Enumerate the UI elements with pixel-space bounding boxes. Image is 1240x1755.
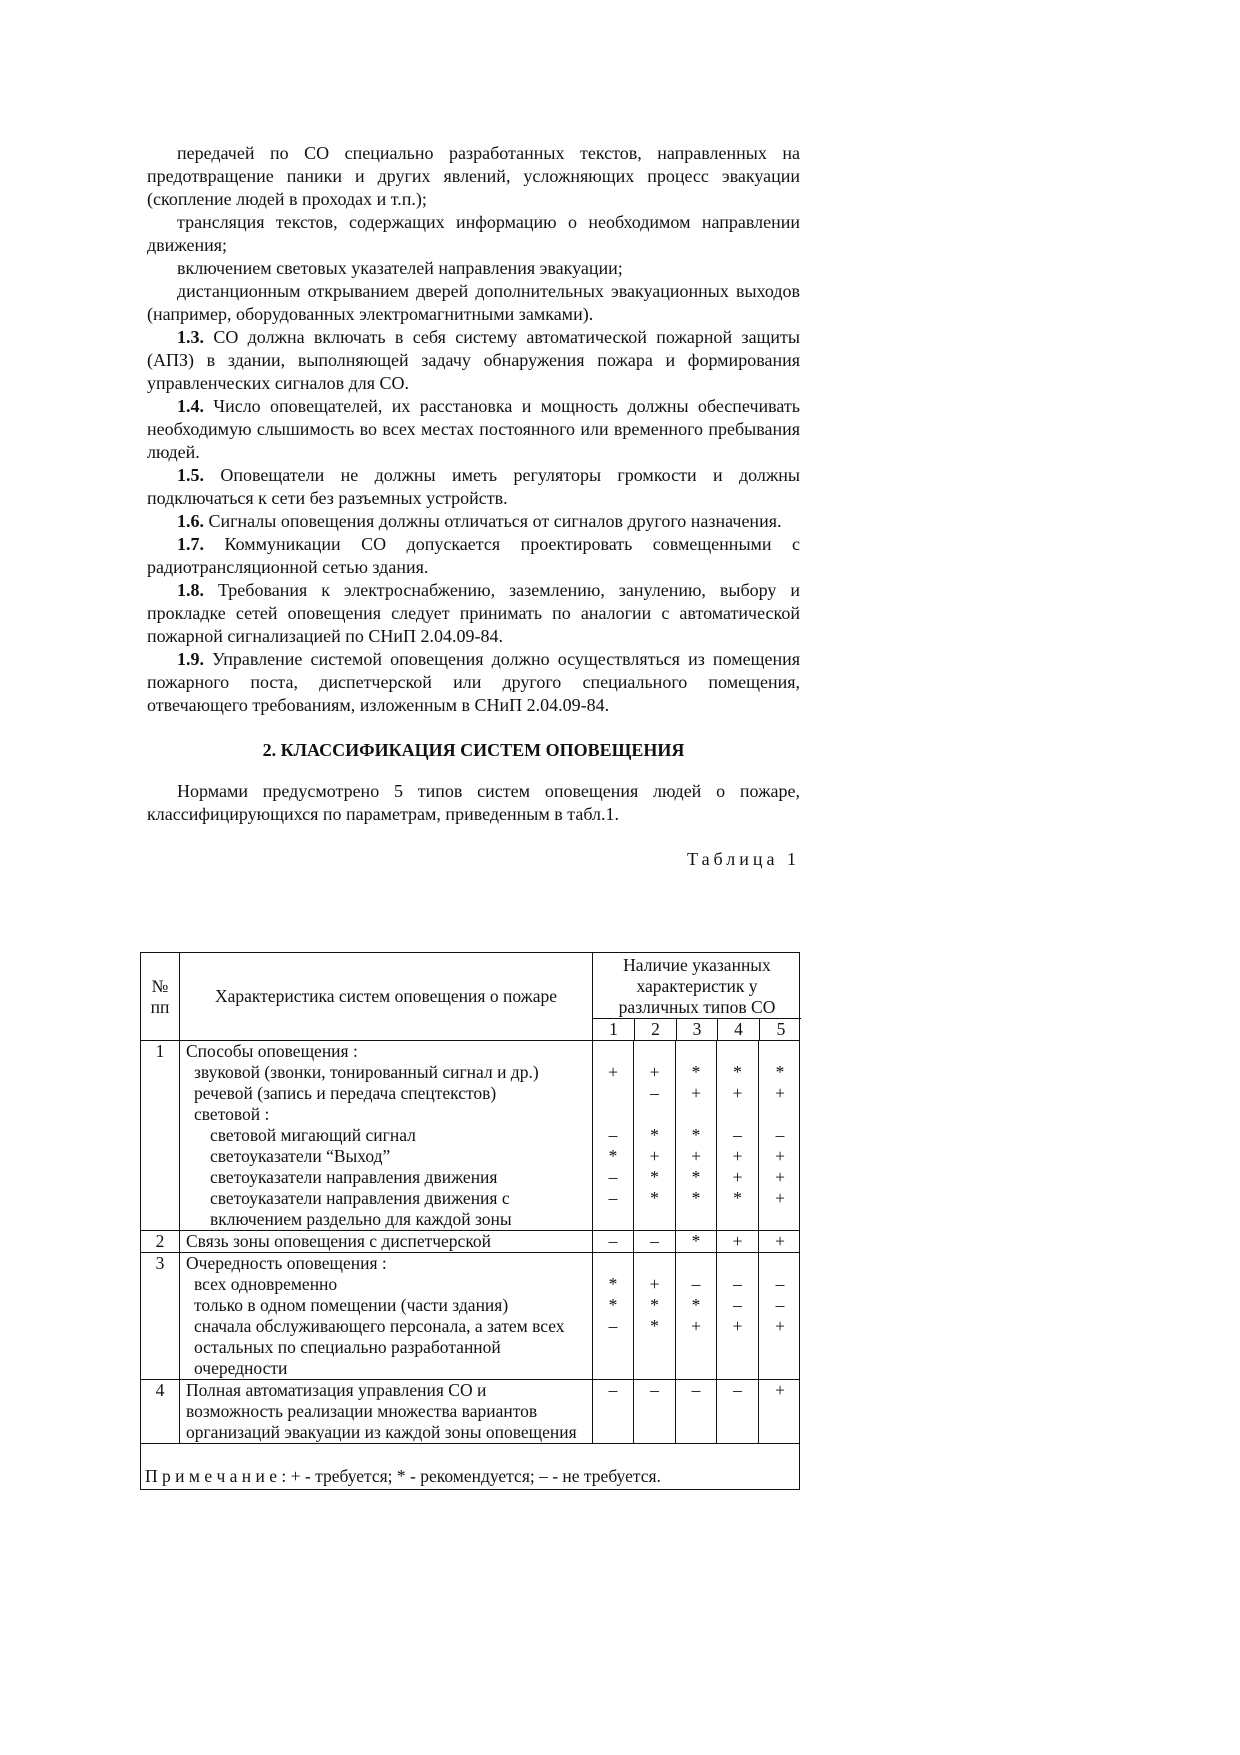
row-characteristic: светоуказатели “Выход” — [179, 1146, 592, 1167]
paragraph — [147, 257, 800, 280]
paragraph-text: СО должна включать в себя систему автоматической пожарной защиты (АПЗ) в здании, выполняющей задачу обнаружения пожара и формирования управленческих сигналов для СО. — [147, 327, 801, 393]
row-characteristic: световой мигающий сигнал — [179, 1125, 592, 1146]
clause-number: 1.9. — [177, 649, 204, 669]
table-header — [141, 953, 799, 1040]
requirement-mark: * — [758, 1062, 801, 1083]
requirement-mark: + — [716, 1167, 758, 1188]
requirement-mark: * — [633, 1188, 675, 1230]
requirement-mark — [633, 1104, 675, 1125]
table-note: П р и м е ч а н и е : + - требуется; * - рекомендуется; – - не требуется. — [141, 1443, 799, 1489]
requirement-mark: * — [592, 1274, 633, 1295]
requirement-mark: + — [675, 1316, 716, 1379]
paragraph — [147, 510, 800, 533]
requirement-mark: – — [675, 1274, 716, 1295]
requirement-mark: * — [675, 1295, 716, 1316]
requirement-mark: – — [592, 1125, 633, 1146]
row-characteristic: сначала обслуживающего персонала, а затем всех остальных по специально разработанной очередности — [179, 1316, 592, 1379]
table-row — [141, 1230, 799, 1252]
paragraph — [147, 533, 800, 579]
requirement-mark — [633, 1041, 675, 1062]
requirement-mark: * — [592, 1146, 633, 1167]
requirement-mark: + — [633, 1062, 675, 1083]
table-row — [141, 1040, 799, 1062]
paragraph-text: Число оповещателей, их расстановка и мощность должны обеспечивать необходимую слышимость во всех местах постоянного или временного пребывания людей. — [147, 396, 800, 462]
row-characteristic: звуковой (звонки, тонированный сигнал и др.) — [179, 1062, 592, 1083]
requirement-mark: * — [716, 1062, 758, 1083]
paragraph — [147, 142, 800, 211]
requirement-mark: – — [716, 1380, 758, 1443]
row-number — [141, 1062, 179, 1083]
table-row — [141, 1188, 799, 1230]
section-heading: 2. КЛАССИФИКАЦИЯ СИСТЕМ ОПОВЕЩЕНИЯ — [262, 740, 685, 760]
requirement-mark: * — [675, 1231, 716, 1252]
row-characteristic: речевой (запись и передача спецтекстов) — [179, 1083, 592, 1104]
row-number: 1 — [155, 1041, 165, 1061]
paragraph — [147, 326, 800, 395]
clause-number: 1.6. — [177, 511, 204, 531]
table-body — [141, 1040, 799, 1443]
requirement-mark: – — [592, 1316, 633, 1379]
row-number — [141, 1295, 179, 1316]
paragraph-text: Требования к электроснабжению, заземлению, занулению, выбору и прокладке сетей оповещения следует принимать по аналогии с автоматической пожарной сигнализацией по СНиП 2.04.09-84. — [147, 580, 801, 646]
requirement-mark — [675, 1104, 716, 1125]
row-characteristic: световой : — [179, 1104, 592, 1125]
requirement-mark: – — [758, 1274, 801, 1295]
type-number: 1 — [609, 1019, 618, 1039]
table-row — [141, 1379, 799, 1443]
requirement-mark: – — [758, 1125, 801, 1146]
requirement-mark: – — [716, 1295, 758, 1316]
type-number: 2 — [634, 1019, 676, 1040]
requirement-mark: – — [592, 1167, 633, 1188]
row-characteristic: всех одновременно — [179, 1274, 592, 1295]
requirement-mark — [675, 1041, 716, 1062]
type-numbers — [593, 1018, 801, 1040]
requirement-mark: – — [592, 1231, 633, 1252]
table-row — [141, 1104, 799, 1125]
table-row — [141, 1252, 799, 1274]
document-body — [147, 142, 800, 871]
table-row — [141, 1083, 799, 1104]
requirement-mark — [592, 1253, 633, 1274]
requirement-mark: * — [675, 1062, 716, 1083]
requirement-mark: * — [675, 1188, 716, 1230]
table-row — [141, 1167, 799, 1188]
requirement-mark — [592, 1104, 633, 1125]
requirement-mark: * — [592, 1295, 633, 1316]
requirement-mark: * — [675, 1167, 716, 1188]
row-number — [141, 1316, 179, 1379]
classification-table — [140, 952, 800, 1490]
paragraph-text: передачей по СО специально разработанных текстов, направленных на предотвращение паники и других явлений, усложняющих процесс эвакуации (скопление людей в проходах и т.п.); — [147, 143, 800, 209]
requirement-mark: * — [633, 1125, 675, 1146]
row-characteristic: только в одном помещении (части здания) — [179, 1295, 592, 1316]
paragraph-text: Оповещатели не должны иметь регуляторы громкости и должны подключаться к сети без разъемных устройств. — [147, 465, 801, 508]
requirement-mark — [716, 1041, 758, 1062]
requirement-mark: + — [633, 1146, 675, 1167]
table-row — [141, 1274, 799, 1295]
type-number: 5 — [759, 1019, 802, 1040]
paragraph-text: Управление системой оповещения должно осуществляться из помещения пожарного поста, диспетчерской или другого специального помещения, отвечающего требованиям, изложенным в СНиП 2.04.09-84. — [147, 649, 800, 715]
requirement-mark: + — [675, 1083, 716, 1104]
row-characteristic: Способы оповещения : — [179, 1041, 592, 1062]
row-characteristic: Связь зоны оповещения с диспетчерской — [179, 1231, 592, 1252]
header-characteristic: Характеристика систем оповещения о пожаре — [179, 953, 592, 1040]
requirement-mark: – — [675, 1380, 716, 1443]
requirement-mark — [633, 1253, 675, 1274]
type-number: 4 — [717, 1019, 759, 1040]
paragraph-text: включением световых указателей направления эвакуации; — [177, 258, 623, 278]
clause-number: 1.7. — [177, 534, 204, 554]
requirement-mark: * — [675, 1125, 716, 1146]
header-types-group — [592, 953, 801, 1040]
paragraph-text: Сигналы оповещения должны отличаться от сигналов другого назначения. — [208, 511, 782, 531]
requirement-mark: + — [758, 1188, 801, 1230]
requirement-mark — [592, 1041, 633, 1062]
table-row — [141, 1316, 799, 1379]
requirement-mark: * — [633, 1167, 675, 1188]
paragraph — [147, 395, 800, 464]
row-number: 2 — [155, 1231, 165, 1251]
requirement-mark: + — [758, 1167, 801, 1188]
paragraph — [147, 648, 800, 717]
requirement-mark: * — [633, 1295, 675, 1316]
table-row — [141, 1125, 799, 1146]
requirement-mark: – — [758, 1295, 801, 1316]
clause-number: 1.5. — [177, 465, 204, 485]
requirement-mark: + — [633, 1274, 675, 1295]
requirement-mark: – — [633, 1231, 675, 1252]
header-num: № пп — [150, 975, 170, 1017]
row-characteristic: Полная автоматизация управления СО и возможность реализации множества вариантов организаций эвакуации из каждой зоны оповещения — [179, 1380, 592, 1443]
clause-number: 1.8. — [177, 580, 204, 600]
row-number — [141, 1083, 179, 1104]
clause-number: 1.4. — [177, 396, 204, 416]
requirement-mark: + — [716, 1146, 758, 1167]
requirement-mark: + — [716, 1316, 758, 1379]
paragraph — [147, 579, 800, 648]
requirement-mark: * — [716, 1188, 758, 1230]
requirement-mark: + — [675, 1146, 716, 1167]
requirement-mark: * — [633, 1316, 675, 1379]
row-number — [141, 1188, 179, 1230]
paragraphs — [147, 142, 800, 717]
paragraph — [147, 464, 800, 510]
requirement-mark: + — [716, 1231, 758, 1252]
row-characteristic: светоуказатели направления движения — [179, 1167, 592, 1188]
table-row — [141, 1295, 799, 1316]
row-number: 4 — [155, 1380, 165, 1400]
row-number — [141, 1104, 179, 1125]
table-row — [141, 1146, 799, 1167]
paragraph — [147, 211, 800, 257]
requirement-mark: + — [758, 1231, 801, 1252]
row-number — [141, 1146, 179, 1167]
requirement-mark — [758, 1253, 801, 1274]
requirement-mark: – — [633, 1083, 675, 1104]
requirement-mark: – — [716, 1274, 758, 1295]
requirement-mark: – — [592, 1380, 633, 1443]
requirement-mark — [716, 1104, 758, 1125]
requirement-mark — [758, 1104, 801, 1125]
requirement-mark: – — [633, 1380, 675, 1443]
paragraph-text: Коммуникации СО допускается проектировать совмещенными с радиотрансляционной сетью здания. — [147, 534, 801, 577]
section-intro: Нормами предусмотрено 5 типов систем оповещения людей о пожаре, классифицирующихся по параметрам, приведенным в табл.1. — [147, 781, 800, 824]
row-characteristic: Очередность оповещения : — [179, 1253, 592, 1274]
requirement-mark — [675, 1253, 716, 1274]
header-types: Наличие указанных характеристик у различных типов СО — [618, 955, 776, 1017]
requirement-mark: + — [758, 1083, 801, 1104]
paragraph-text: трансляция текстов, содержащих информацию о необходимом направлении движения; — [147, 212, 800, 255]
requirement-mark: + — [592, 1062, 633, 1083]
row-number — [141, 1125, 179, 1146]
requirement-mark: + — [758, 1380, 801, 1443]
requirement-mark — [716, 1253, 758, 1274]
row-number — [141, 1274, 179, 1295]
table-caption: Таблица 1 — [687, 849, 800, 869]
paragraph — [147, 280, 800, 326]
requirement-mark: + — [758, 1146, 801, 1167]
requirement-mark — [592, 1083, 633, 1104]
row-number — [141, 1167, 179, 1188]
table-row — [141, 1062, 799, 1083]
requirement-mark: + — [716, 1083, 758, 1104]
requirement-mark — [758, 1041, 801, 1062]
clause-number: 1.3. — [177, 327, 204, 347]
row-characteristic: светоуказатели направления движения с включением раздельно для каждой зоны — [179, 1188, 592, 1230]
requirement-mark: – — [592, 1188, 633, 1230]
requirement-mark: – — [716, 1125, 758, 1146]
requirement-mark: + — [758, 1316, 801, 1379]
paragraph-text: дистанционным открыванием дверей дополнительных эвакуационных выходов (например, оборудованных электромагнитными замками). — [147, 281, 800, 324]
row-number: 3 — [155, 1253, 165, 1273]
type-number: 3 — [676, 1019, 717, 1040]
